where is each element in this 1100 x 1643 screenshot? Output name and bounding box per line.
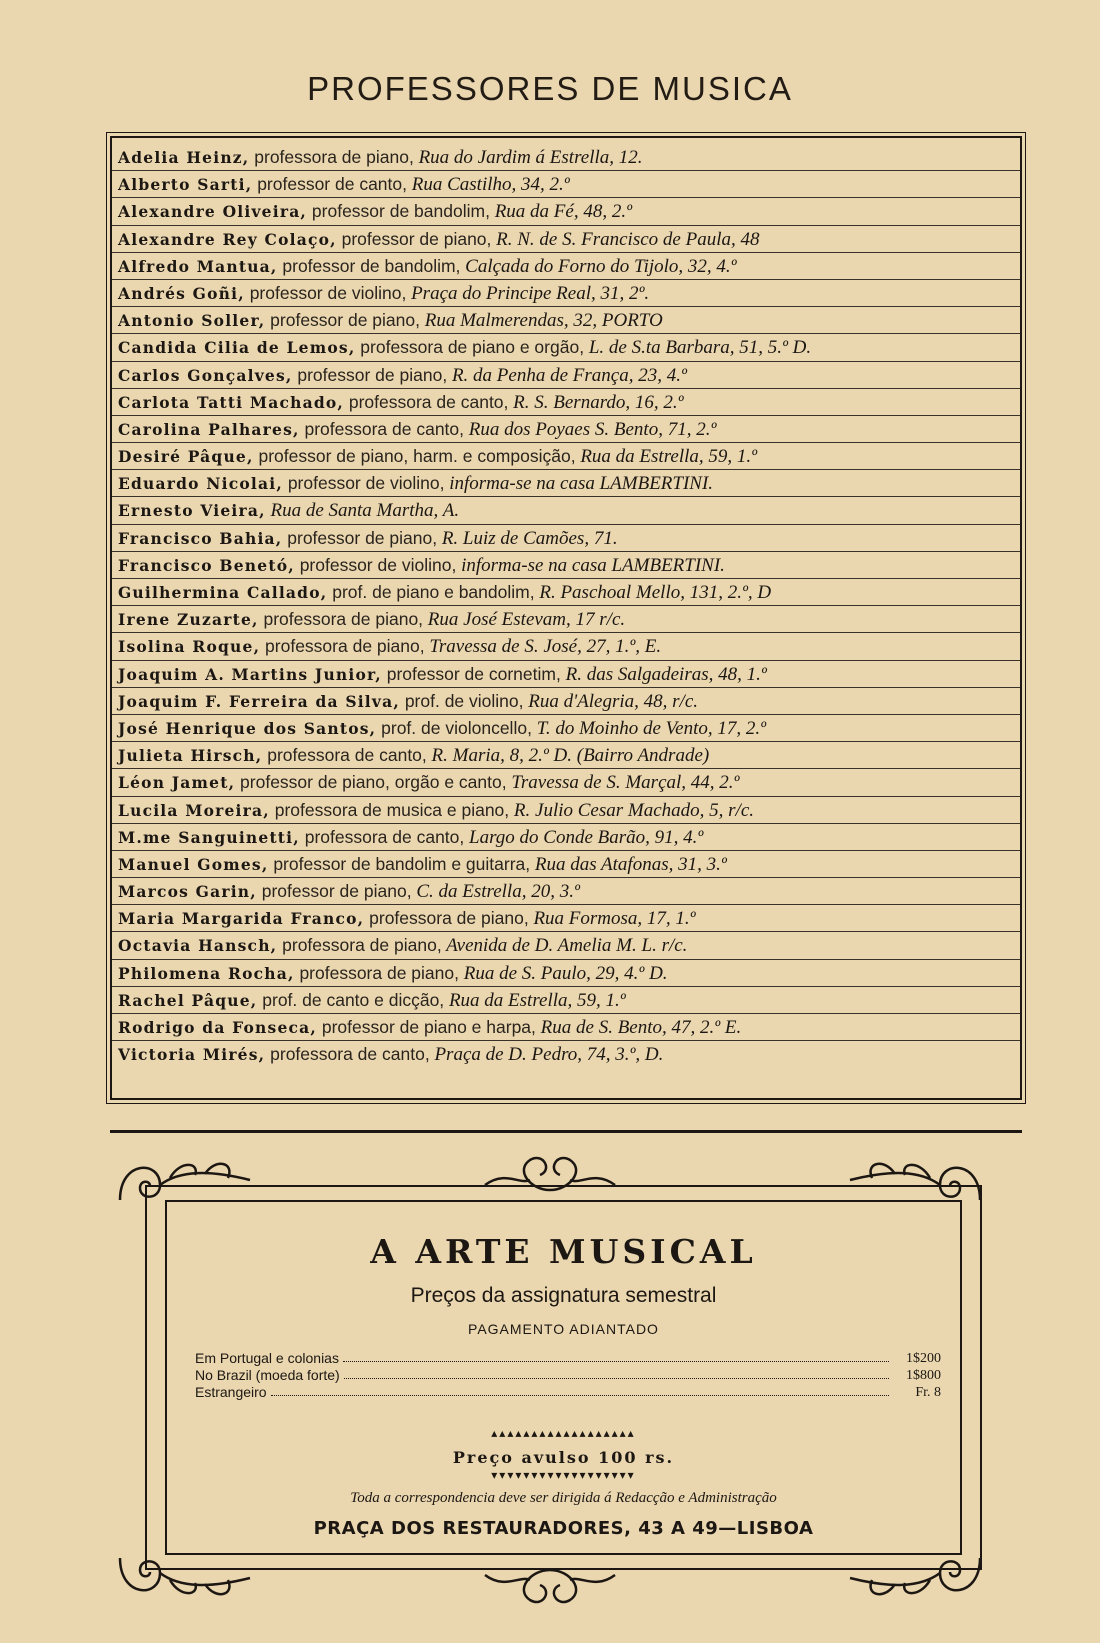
teacher-address: Avenida de D. Amelia M. L. r/c. [441, 935, 688, 957]
teacher-name: Philomena Rocha, [118, 963, 295, 983]
teacher-address: Rua das Atafonas, 31, 3.º [530, 853, 727, 875]
list-item [112, 851, 1020, 878]
teacher-subject: prof. de piano e bandolim, [327, 582, 535, 602]
teacher-name: Victoria Mirés, [118, 1045, 266, 1065]
teacher-subject: professor de piano, [292, 364, 448, 385]
teacher-address: Rua de Santa Martha, A. [265, 500, 460, 522]
teacher-name: Léon Jamet, [118, 773, 236, 793]
teacher-subject: professor de piano, [336, 228, 492, 249]
teacher-name: Francisco Benetó, [118, 555, 295, 575]
list-item [112, 715, 1020, 742]
teacher-name: Joaquim F. Ferreira da Silva, [118, 691, 400, 711]
list-item [112, 443, 1020, 470]
teacher-address: Rua Formosa, 17, 1.º [528, 908, 696, 930]
advert-payment-note: PAGAMENTO ADIANTADO [468, 1321, 659, 1337]
teacher-address: informa-se na casa LAMBERTINI. [456, 554, 725, 576]
teacher-name: M.me Sanguinetti, [118, 827, 300, 847]
correspondence-note: Toda a correspondencia deve ser dirigida á Redacção e Administração [350, 1490, 777, 1506]
price-row [195, 1384, 941, 1401]
list-item [112, 1041, 1020, 1067]
teacher-subject: professor de piano, [265, 310, 420, 331]
teacher-name: Francisco Bahia, [118, 528, 283, 548]
teacher-subject: professor de cornetim, [381, 663, 561, 684]
directory-list [112, 144, 1020, 1067]
list-item [112, 334, 1020, 361]
teacher-subject: professora de canto, [265, 1044, 430, 1065]
teacher-name: Octavia Hansch, [118, 936, 278, 956]
teacher-address: R. N. de S. Francisco de Paula, 48 [491, 228, 760, 250]
teacher-address: R. da Penha de França, 23, 4.º [447, 364, 687, 386]
list-item [112, 280, 1020, 307]
teacher-address: Travessa de S. Marçal, 44, 2.º [506, 772, 740, 794]
price-list [195, 1350, 941, 1401]
teacher-address: Rua de S. Paulo, 29, 4.º D. [459, 962, 668, 984]
list-item [112, 932, 1020, 959]
teacher-name: Manuel Gomes, [118, 854, 269, 874]
list-item [112, 389, 1020, 416]
teacher-subject: professora de piano, [260, 636, 425, 657]
advert-address: PRAÇA DOS RESTAURADORES, 43 A 49—LISBOA [313, 1518, 814, 1539]
list-item [112, 960, 1020, 987]
price-label: Em Portugal e colonias [195, 1350, 339, 1366]
teacher-subject: professor de piano e harpa, [317, 1017, 536, 1037]
teacher-address: Rua Malmerendas, 32, PORTO [419, 310, 663, 332]
teacher-address: Rua de S. Bento, 47, 2.º E. [535, 1017, 742, 1038]
teacher-address: R. Paschoal Mello, 131, 2.º, D [534, 582, 772, 603]
teacher-name: Antonio Soller, [118, 311, 266, 331]
teacher-subject: prof. de violino, [399, 690, 524, 711]
section-divider [110, 1130, 1022, 1133]
teacher-name: Marcos Garin, [118, 882, 257, 902]
teacher-subject: professora de piano, [364, 908, 529, 929]
teacher-subject: professora de piano, [258, 609, 424, 630]
teacher-subject: professor de violino, [244, 282, 407, 303]
teacher-subject: professora de canto, [299, 418, 465, 439]
teacher-name: Carolina Palhares, [118, 419, 300, 439]
teacher-name: Maria Margarida Franco, [118, 909, 365, 929]
teacher-subject: professor de piano, orgão e canto, [235, 772, 507, 793]
teacher-subject: professora de canto, [262, 745, 427, 766]
teacher-address: Rua do Jardim á Estrella, 12. [413, 147, 643, 168]
teacher-address: Praça do Principe Real, 31, 2º. [406, 282, 650, 304]
teacher-name: Eduardo Nicolai, [118, 474, 283, 494]
list-item [112, 661, 1020, 688]
advert-subtitle: Preços da assignatura semestral [410, 1284, 717, 1307]
teacher-subject: professora de canto, [344, 391, 509, 412]
teacher-name: Carlota Tatti Machado, [118, 392, 344, 412]
page-title: PROFESSORES DE MUSICA [307, 70, 793, 107]
teacher-subject: professor de violino, [294, 554, 457, 575]
list-item [112, 797, 1020, 824]
teacher-address: R. das Salgadeiras, 48, 1.º [560, 663, 767, 685]
teacher-subject: professora de piano, [294, 962, 459, 983]
price-value: Fr. 8 [915, 1385, 941, 1400]
list-item [112, 362, 1020, 389]
list-item [112, 253, 1020, 280]
leader-dots [271, 1384, 889, 1396]
teacher-subject: professora de musica e piano, [269, 799, 510, 820]
teacher-address: Rua dos Poyaes S. Bento, 71, 2.º [464, 418, 717, 440]
list-item [112, 824, 1020, 851]
teacher-address: C. da Estrella, 20, 3.º [411, 881, 580, 903]
price-label: No Brazil (moeda forte) [195, 1367, 340, 1383]
teacher-address: R. Julio Cesar Machado, 5, r/c. [509, 799, 755, 821]
teacher-address: R. Luiz de Camões, 71. [437, 527, 618, 549]
teacher-address: R. S. Bernardo, 16, 2.º [508, 391, 684, 413]
teacher-subject: professor de piano, [256, 881, 412, 902]
list-item [112, 470, 1020, 497]
teacher-subject: professor de bandolim, [277, 255, 461, 276]
list-item [112, 1014, 1020, 1041]
teacher-address: informa-se na casa LAMBERTINI. [444, 473, 714, 495]
price-row [195, 1367, 941, 1384]
ornament-bottom-center-icon [475, 1565, 625, 1610]
teacher-subject: professor de bandolim, [307, 201, 490, 222]
teacher-subject: professor de piano, [282, 527, 438, 548]
teacher-address: Praça de D. Pedro, 74, 3.º, D. [429, 1044, 664, 1066]
teacher-name: Alexandre Oliveira, [118, 202, 308, 222]
list-item [112, 525, 1020, 552]
list-item [112, 987, 1020, 1014]
price-label: Estrangeiro [195, 1384, 267, 1400]
teacher-subject: professor de canto, [252, 174, 407, 195]
price-value: 1$800 [906, 1368, 941, 1383]
advert-box [165, 1200, 962, 1555]
teacher-name: Lucila Moreira, [118, 800, 270, 820]
teacher-subject: prof. de canto e dicção, [257, 989, 445, 1010]
teacher-name: Ernesto Vieira, [118, 501, 266, 521]
teacher-name: Rachel Pâque, [118, 990, 258, 1010]
list-item [112, 171, 1020, 198]
teacher-address: Rua Castilho, 34, 2.º [407, 174, 570, 196]
teacher-name: Isolina Roque, [118, 637, 261, 657]
divider-ornament-icon: ▴▴▴▴▴▴▴▴▴▴▴▴▴▴▴▴▴▴ [491, 1426, 636, 1440]
directory-box [110, 136, 1022, 1100]
list-item [112, 552, 1020, 579]
leader-dots [344, 1367, 889, 1379]
list-item [112, 579, 1020, 606]
teacher-subject: professora de piano, [277, 935, 442, 956]
list-item [112, 742, 1020, 769]
teacher-address: Largo do Conde Barão, 91, 4.º [464, 826, 704, 848]
teacher-name: Carlos Gonçalves, [118, 365, 293, 385]
list-item [112, 905, 1020, 932]
teacher-address: Rua da Estrella, 59, 1.º [444, 989, 626, 1011]
list-item [112, 307, 1020, 334]
list-item [112, 198, 1020, 225]
teacher-name: Alexandre Rey Colaço, [118, 229, 337, 249]
list-item [112, 769, 1020, 796]
teacher-subject: professora de canto, [299, 826, 465, 847]
list-item [112, 416, 1020, 443]
list-item [112, 688, 1020, 715]
price-row [195, 1350, 941, 1367]
teacher-name: Rodrigo da Fonseca, [118, 1018, 317, 1037]
list-item [112, 144, 1020, 171]
list-item [112, 497, 1020, 524]
teacher-address: Rua da Fé, 48, 2.º [489, 201, 632, 223]
teacher-address: Rua da Estrella, 59, 1.º [575, 446, 758, 468]
teacher-name: Alberto Sarti, [118, 175, 253, 195]
advert-title: A ARTE MUSICAL [370, 1232, 757, 1271]
teacher-subject: professor de bandolim e guitarra, [268, 853, 531, 874]
teacher-subject: professora de piano, [249, 147, 414, 167]
teacher-name: Julieta Hirsch, [118, 746, 263, 766]
teacher-name: Joaquim A. Martins Junior, [118, 664, 382, 684]
teacher-name: Candida Cilia de Lemos, [118, 338, 356, 358]
teacher-address: Rua d'Alegria, 48, r/c. [523, 690, 699, 712]
teacher-subject: professor de piano, harm. e composição, [253, 446, 576, 467]
teacher-subject: professora de piano e orgão, [355, 337, 585, 358]
list-item [112, 633, 1020, 660]
list-item [112, 878, 1020, 905]
price-value: 1$200 [906, 1351, 941, 1366]
teacher-name: Irene Zuzarte, [118, 610, 259, 630]
teacher-address: Calçada do Forno do Tijolo, 32, 4.º [460, 255, 737, 277]
teacher-name: Guilhermina Callado, [118, 583, 328, 602]
leader-dots [343, 1350, 889, 1362]
teacher-address: Rua José Estevam, 17 r/c. [423, 609, 626, 631]
teacher-subject: prof. de violoncello, [376, 717, 532, 738]
list-item [112, 226, 1020, 253]
divider-ornament-icon: ▾▾▾▾▾▾▾▾▾▾▾▾▾▾▾▾▾▾ [491, 1468, 636, 1482]
teacher-name: José Henrique dos Santos, [118, 718, 377, 738]
teacher-name: Desiré Pâque, [118, 447, 254, 467]
teacher-name: Alfredo Mantua, [118, 256, 278, 276]
teacher-address: L. de S.ta Barbara, 51, 5.º D. [584, 337, 812, 359]
single-issue-price: Preço avulso 100 rs. [452, 1448, 675, 1467]
teacher-address: T. do Moinho de Vento, 17, 2.º [531, 717, 766, 739]
teacher-subject: professor de violino, [282, 473, 445, 494]
list-item [112, 606, 1020, 633]
teacher-address: Travessa de S. José, 27, 1.º, E. [424, 636, 662, 658]
teacher-address: R. Maria, 8, 2.º D. (Bairro Andrade) [426, 745, 710, 767]
teacher-name: Andrés Goñi, [118, 283, 245, 303]
teacher-name: Adelia Heinz, [118, 148, 250, 167]
